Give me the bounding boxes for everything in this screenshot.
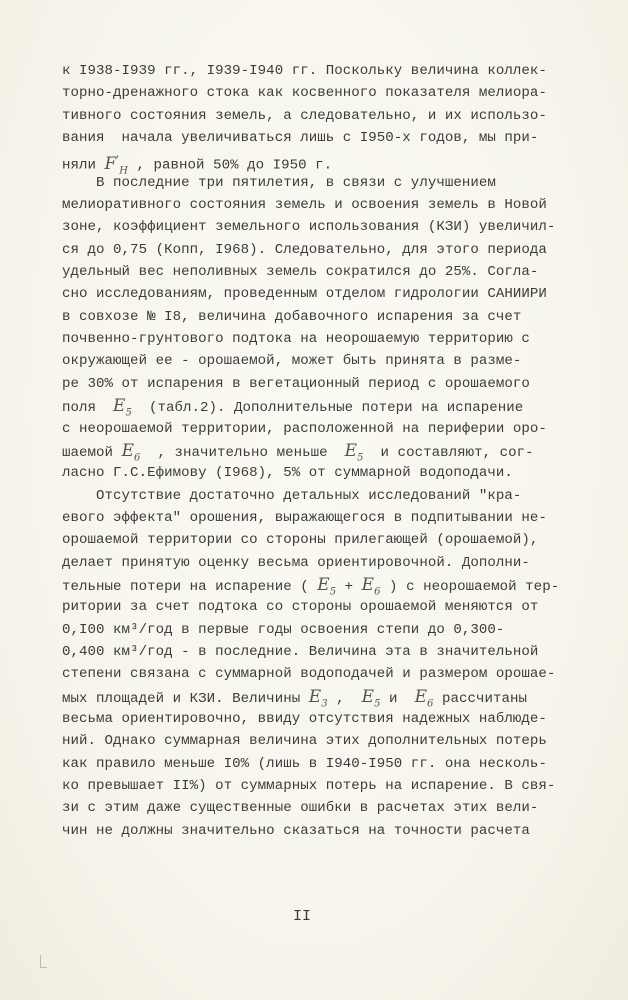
text-segment: орошаемой территории со стороны прилегающей (орошаемой), [62,532,539,549]
text-segment: тельные потери на испарение ( [62,578,318,595]
text-line [62,663,562,685]
handwritten-symbol [317,574,337,598]
text-line [62,328,562,350]
symbol-subscript: 6 [374,586,381,598]
text-line [62,641,562,663]
text-line [62,395,562,417]
symbol-subscript: 6 [134,452,141,464]
text-segment: вания начала увеличиваться лишь с I950-х годов, мы при- [62,130,539,147]
text-segment: почвенно-грунтового подтока на неорошаемую территорию с [62,331,530,348]
symbol-superscript: ' [116,154,120,166]
text-line [62,507,562,529]
symbol-subscript: 5 [374,698,381,710]
symbol-letter: E [361,574,375,595]
text-line [62,686,562,708]
text-segment: к I938-I939 гг., I939-I940 гг. Поскольку величина коллек- [62,63,547,79]
text-segment: ний. Однако суммарная величина этих дополнительных потерь [62,733,547,750]
symbol-subscript: 5 [329,586,337,598]
symbol-letter: E [113,396,126,417]
text-segment: сно исследованиям, проведенным отделом гидрологии САНИИРИ [62,286,547,303]
handwritten-symbol [361,686,381,710]
text-line [62,149,562,177]
text-line [62,552,562,574]
text-segment: ) с неорошаемой тер- [380,578,560,595]
text-line [62,485,562,507]
handwritten-symbol [113,396,132,419]
handwritten-symbol [308,686,328,710]
symbol-letter: E [414,686,428,707]
text-line [62,216,562,238]
text-line [62,373,562,395]
symbol-letter: E [361,686,375,707]
text-segment: поля [62,400,114,417]
text-line [62,82,562,104]
text-segment: как правило меньше I0% (лишь в I940-I950 гг. она несколь- [62,755,547,772]
text-segment: мых площадей и КЗИ. Величины [62,690,309,707]
text-segment: , равной 50% до I950 г. [128,158,333,175]
text-segment: зоне, коэффициент земельного использования (КЗИ) увеличил- [62,219,556,236]
body-text [62,60,562,842]
text-line [62,127,562,149]
text-line [62,797,562,819]
text-segment: и составляют, сог- [363,444,534,461]
symbol-subscript: 5 [125,407,132,419]
text-segment: тивного состояния земель, а следовательно, и их использо- [62,107,547,124]
text-segment: евого эффекта" орошения, выражающегося в подпитывании не- [62,509,547,526]
symbol-subscript: 6 [427,698,434,710]
symbol-subscript: 5 [357,452,364,464]
text-segment: делает принятую оценку весьма ориентировочной. Дополни- [62,554,530,571]
symbol-letter: E [317,574,330,595]
text-line [62,261,562,283]
text-segment: ко превышает II%) от суммарных потерь на испарение. В свя- [62,778,556,794]
text-segment: , значительно меньше [140,444,345,461]
text-line [62,462,562,484]
text-line [62,239,562,261]
symbol-subscript: 3 [321,698,328,710]
text-segment: , [327,690,362,707]
text-line [62,418,562,440]
text-segment: ся до 0,75 (Копп, I968). Следовательно, для этого периода [62,241,547,258]
handwritten-symbol [344,440,364,464]
text-segment: 0,400 км³/год - в последние. Величина эта в значительной [62,643,539,660]
text-line [62,172,562,194]
handwritten-symbol [121,440,141,464]
text-segment: (табл.2). Дополнительные потери на испарение [131,400,524,417]
text-line [62,619,562,641]
handwritten-symbol [361,574,381,598]
corner-mark [40,955,47,968]
text-segment: степени связана с суммарной водоподачей и размером орошае- [62,666,556,683]
text-segment: в совхозе № I8, величина добавочного испарения за счет [62,308,522,325]
text-line [62,440,562,462]
text-segment: мелиоративного состояния земель и освоения земель в Новой [62,197,547,214]
symbol-letter: E [308,686,322,707]
text-segment: окружающей ее - орошаемой, может быть принята в разме- [62,353,522,370]
text-segment: няли [62,158,105,175]
text-line [62,283,562,305]
text-segment: удельный вес неполивных земель сократился до 25%. Согла- [62,264,539,281]
text-segment: шаемой [62,444,122,461]
text-segment: В последние три пятилетия, в связи с улучшением [62,174,496,191]
text-segment: и [380,690,415,707]
text-line [62,708,562,730]
symbol-letter: E [121,440,135,461]
symbol-letter: E [344,440,358,461]
text-segment: ласно Г.С.Ефимову (I968), 5% от суммарной водоподачи. [62,465,513,482]
text-segment: торно-дренажного стока как косвенного показателя мелиора- [62,85,547,102]
text-line [62,596,562,618]
text-segment: ритории за счет подтока со стороны орошаемой меняются от [62,599,539,616]
text-line [62,306,562,328]
text-line [62,350,562,372]
text-line [62,730,562,752]
text-line [62,574,562,596]
text-segment: 0,I00 км³/год в первые годы освоения степи до 0,300- [62,621,505,638]
text-segment: чин не должны значительно сказаться на точности расчета [62,822,530,839]
symbol-subscript: H [119,165,128,177]
symbol-letter: F [104,154,117,175]
text-line [62,775,562,797]
text-line [62,105,562,127]
text-line [62,194,562,216]
text-segment: Отсутствие достаточно детальных исследований "кра- [62,487,522,504]
text-line [62,820,562,842]
text-segment: весьма ориентировочно, ввиду отсутствия надежных наблюде- [62,710,547,727]
text-line [62,753,562,775]
text-segment: ре 30% от испарения в вегетационный период с орошаемого [62,375,530,392]
text-segment: + [336,578,362,595]
text-segment: зи с этим даже существенные ошибки в расчетах этих вели- [62,800,539,817]
page-number: II [293,908,312,925]
text-line [62,60,562,82]
handwritten-symbol [414,686,434,710]
text-segment: с неорошаемой территории, расположенной на периферии оро- [62,420,547,437]
text-line [62,529,562,551]
text-segment: рассчитаны [433,690,528,707]
